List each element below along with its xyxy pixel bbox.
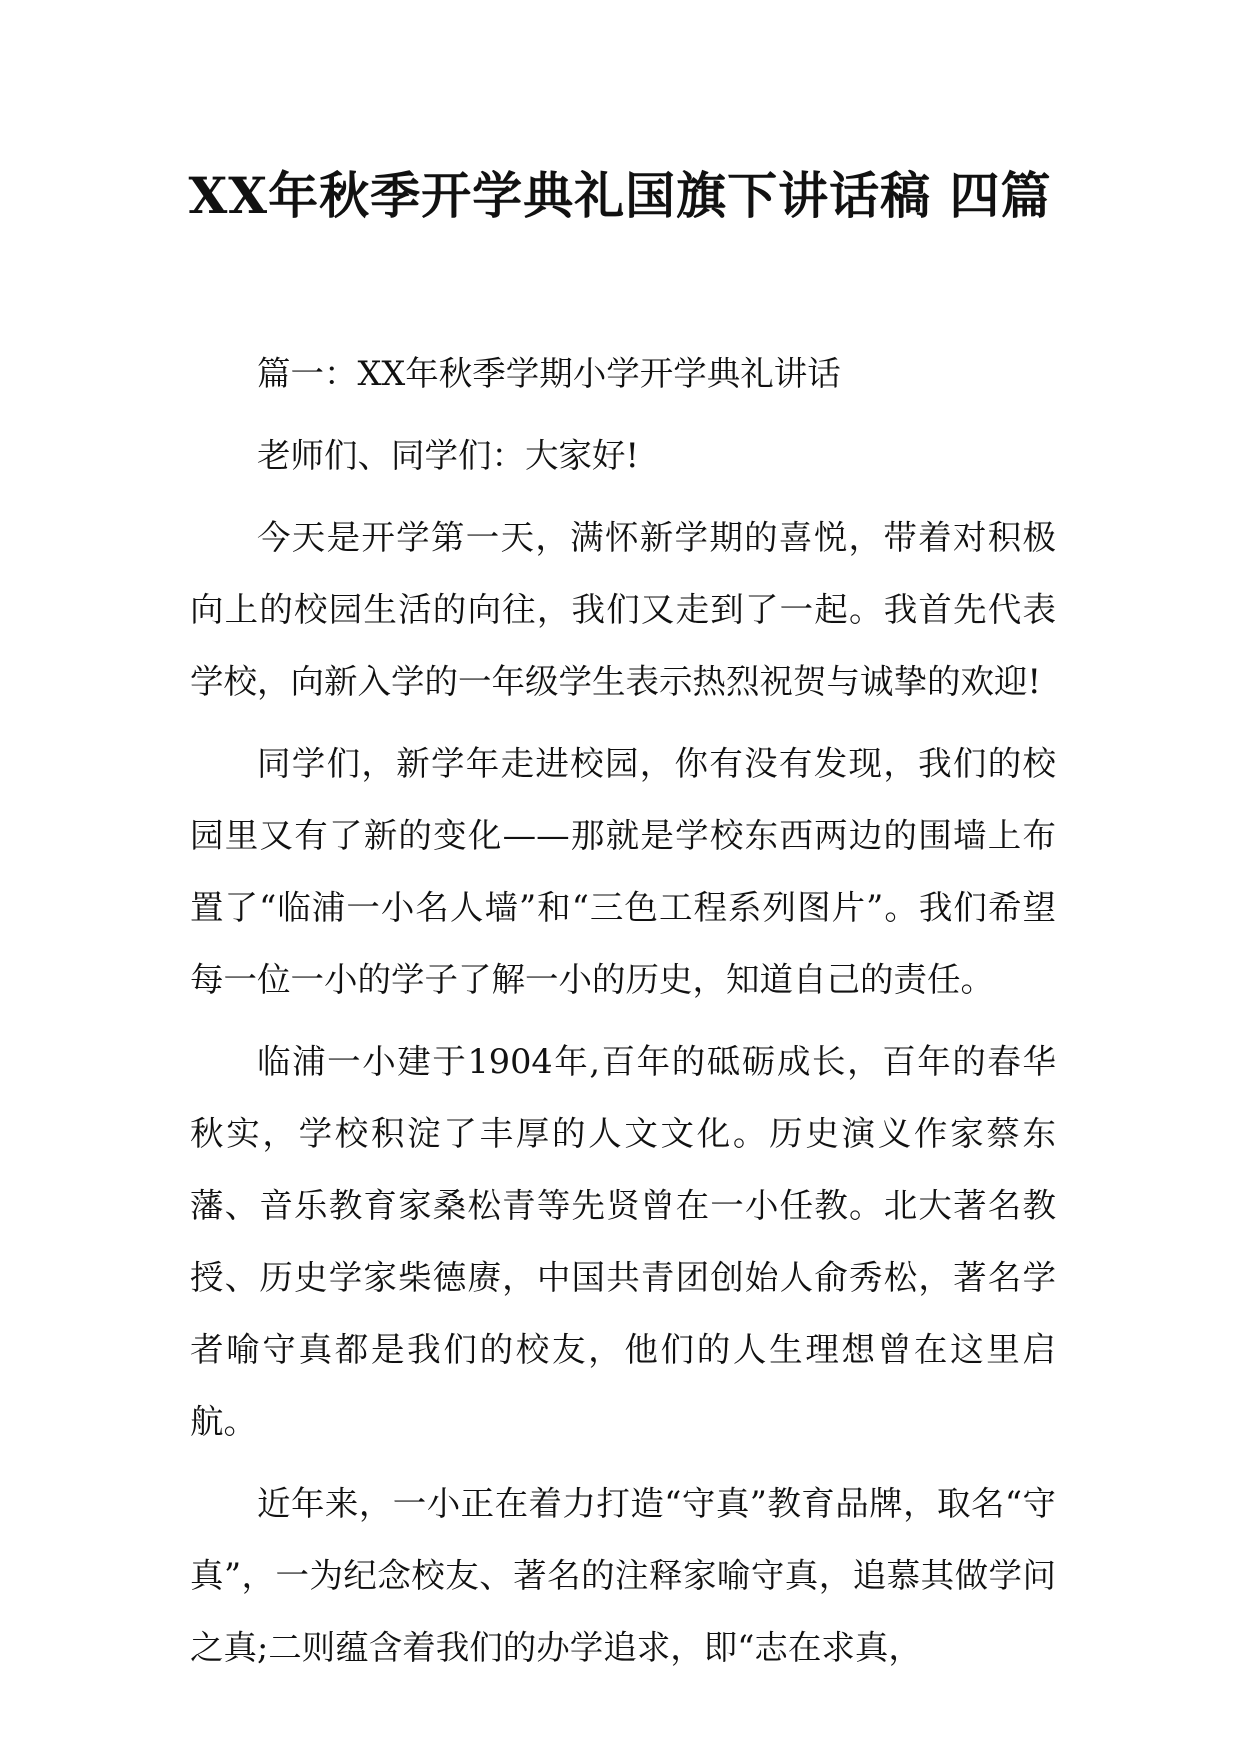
section-heading: 篇一：XX年秋季学期小学开学典礼讲话 [257,354,841,393]
greeting-paragraph: 老师们、同学们：大家好! [257,436,639,475]
body-paragraph: 临浦一小建于1904年,百年的砥砺成长，百年的春华秋实，学校积淀了丰厚的人文文化。历史演义作家蔡东藩、音乐教育家桑松青等先贤曾在一小任教。北大著名教授、历史学家柴德赓，中国共青团创始人俞秀松，著名学者喻守真都是我们的校友，他们的人生理想曾在这里启航。 [190,1042,1056,1441]
document-title: XX年秋季开学典礼国旗下讲话稿 四篇 [188,166,1052,225]
body-paragraph: 今天是开学第一天，满怀新学期的喜悦，带着对积极向上的校园生活的向往，我们又走到了一起。我首先代表学校，向新入学的一年级学生表示热烈祝贺与诚挚的欢迎! [190,518,1056,701]
body-paragraph: 近年来，一小正在着力打造“守真”教育品牌，取名“守真”，一为纪念校友、著名的注释家喻守真，追慕其做学问之真;二则蕴含着我们的办学追求，即“志在求真， [190,1484,1056,1667]
body-paragraph: 同学们，新学年走进校园，你有没有发现，我们的校园里又有了新的变化——那就是学校东西两边的围墙上布置了“临浦一小名人墙”和“三色工程系列图片”。我们希望每一位一小的学子了解一小的历史，知道自己的责任。 [190,744,1056,999]
document-body [190,338,1056,1694]
